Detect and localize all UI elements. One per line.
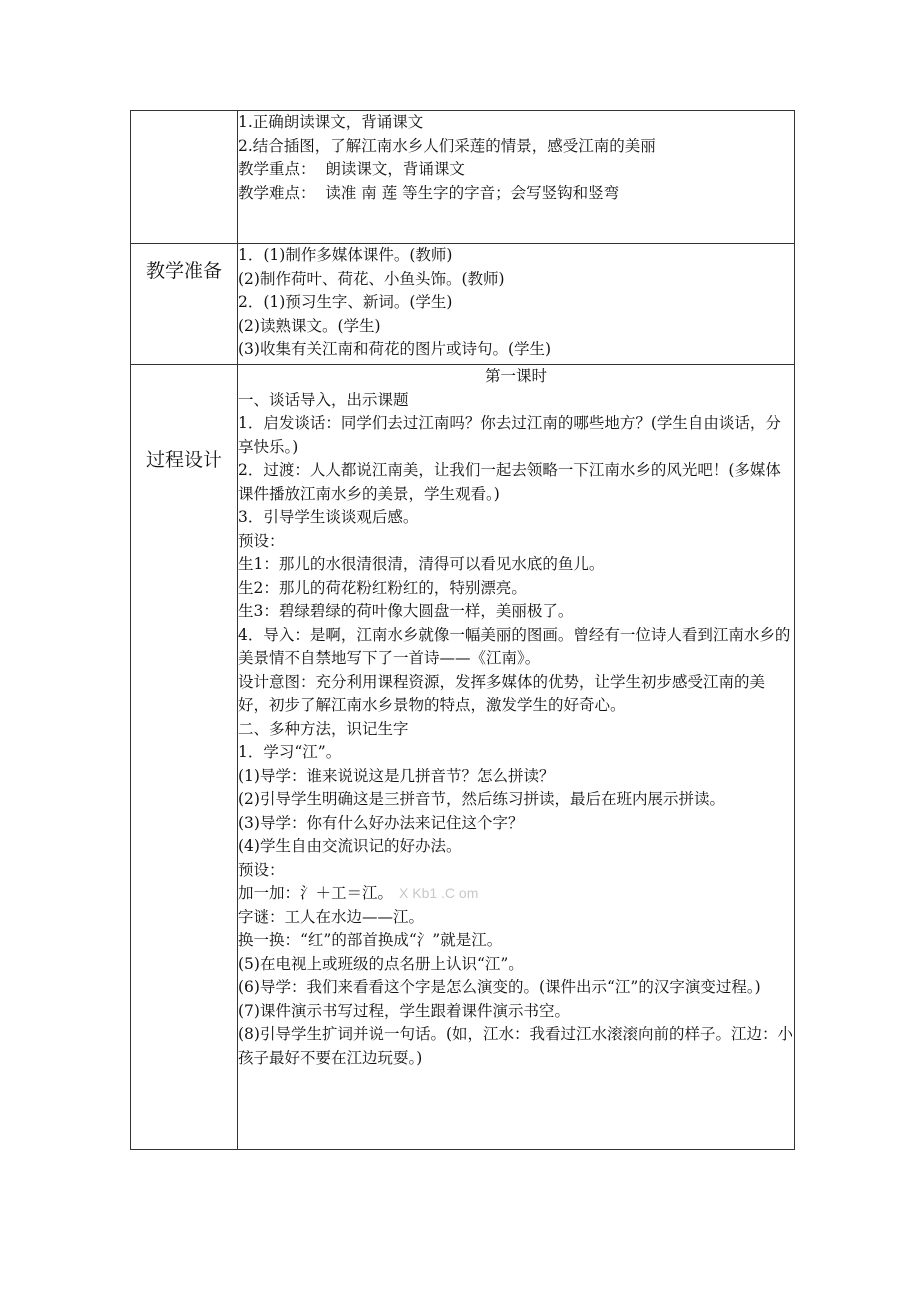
teaching-difficulty-line: 教学难点： 读准 南 莲 等生字的字音；会写竖钩和竖弯	[238, 183, 620, 202]
preparation-line: 1．(1)制作多媒体课件。(教师)	[238, 246, 453, 264]
preparation-label: 教学准备	[131, 244, 238, 365]
lesson-plan-table	[130, 110, 795, 1150]
process-content	[238, 365, 795, 1150]
design-intent-line: 设计意图：充分利用课程资源，发挥多媒体的优势，让学生初步感受江南的美好，初步了解江南水乡景物的特点，激发学生的好奇心。	[238, 672, 766, 714]
objective-line: 2.结合插图，了解江南水乡人们采莲的情景，感受江南的美丽	[238, 136, 656, 155]
formula-text: 加一加：氵＋工＝江。	[238, 884, 394, 902]
process-line: 1．启发谈话：同学们去过江南吗？你去过江南的哪些地方？(学生自由谈话，分享快乐。)	[238, 414, 781, 456]
process-line: (4)学生自由交流识记的好办法。	[238, 837, 462, 855]
process-line: 预设：	[238, 860, 285, 879]
process-label: 过程设计	[131, 365, 238, 1150]
process-line: (5)在电视上或班级的点名册上认识“江”。	[238, 954, 524, 973]
preparation-line: 2．(1)预习生字、新词。(学生)	[238, 293, 453, 311]
teaching-focus-line: 教学重点： 朗读课文，背诵课文	[238, 160, 465, 178]
process-line: 生1：那儿的水很清很清，清得可以看见水底的鱼儿。	[238, 555, 605, 573]
process-line: 3．引导学生谈谈观后感。	[238, 508, 419, 526]
process-line: (2)引导学生明确这是三拼音节，然后练习拼读，最后在班内展示拼读。	[238, 790, 725, 808]
process-row	[131, 365, 795, 1150]
objective-line: 1.正确朗读课文，背诵课文	[238, 113, 424, 131]
process-line: 4．导入：是啊，江南水乡就像一幅美丽的图画。曾经有一位诗人看到江南水乡的美景情不自禁地写下了一首诗——《江南》。	[238, 625, 791, 667]
formula-line	[238, 882, 794, 906]
process-line: 生3：碧绿碧绿的荷叶像大圆盘一样，美丽极了。	[238, 602, 574, 620]
objectives-content	[238, 111, 795, 244]
process-line: 1．学习“江”。	[238, 743, 342, 761]
process-line: (1)导学：谁来说说这是几拼音节？怎么拼读？	[238, 766, 555, 785]
preparation-line: (3)收集有关江南和荷花的图片或诗句。(学生)	[238, 340, 552, 358]
process-line: 预设：	[238, 531, 285, 550]
preparation-content	[238, 244, 795, 365]
process-line: (8)引导学生扩词并说一句话。(如，江水：我看过江水滚滚向前的样子。江边：小孩子最好不要在江边玩耍。)	[238, 1025, 794, 1067]
preparation-line: (2)制作荷叶、荷花、小鱼头饰。(教师)	[238, 269, 505, 288]
preparation-line: (2)读熟课文。(学生)	[238, 316, 381, 335]
objectives-label-cell	[131, 111, 238, 244]
process-line: 生2：那儿的荷花粉红粉红的，特别漂亮。	[238, 578, 527, 597]
preparation-row	[131, 244, 795, 365]
process-line: (3)导学：你有什么好办法来记住这个字？	[238, 813, 524, 832]
process-line: (6)导学：我们来看看这个字是怎么演变的。(课件出示“江”的汉字演变过程。)	[238, 978, 761, 996]
process-line: 换一换：“红”的部首换成“氵”就是江。	[238, 931, 503, 949]
objectives-row	[131, 111, 795, 244]
process-line: 字谜：工人在水边——江。	[238, 907, 425, 926]
process-line: 2．过渡：人人都说江南美，让我们一起去领略一下江南水乡的风光吧！(多媒体课件播放江南水乡的美景，学生观看。)	[238, 461, 781, 503]
watermark: X Kb1 .C om	[399, 885, 479, 901]
session-title: 第一课时	[484, 367, 547, 385]
process-line: (7)课件演示书写过程，学生跟着课件演示书空。	[238, 1001, 570, 1020]
process-line: 一、谈话导入，出示课题	[238, 390, 409, 409]
process-line: 二、多种方法，识记生字	[238, 719, 409, 738]
